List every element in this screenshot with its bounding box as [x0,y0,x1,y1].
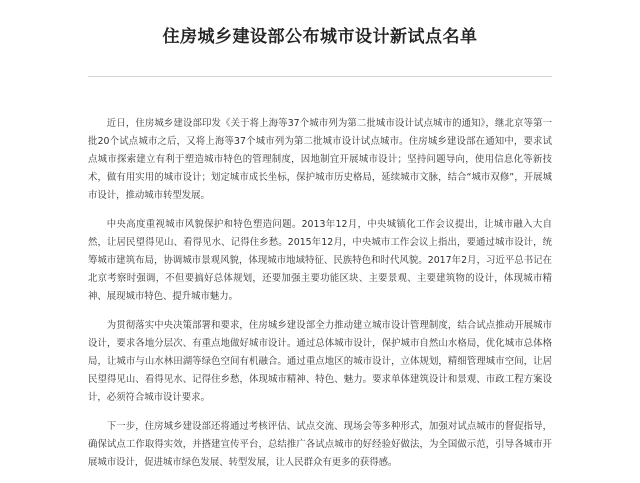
paragraph-1: 近日，住房城乡建设部印发《关于将上海等37个城市列为第二批城市设计试点城市的通知》，继北京等第一批20个试点城市之后，又将上海等37个城市列为第二批城市设计试点城市。住房城乡建设部在通知中，要求试点城市探索建立有利于塑造城市特色的管理制度，因地制宜开展城市设计；坚持问题导向，使用信息化等新技术，做有用实用的城市设计；划定城市成长坐标，保护城市历史格局，延续城市文脉，结合“城市双修”，开展城市设计，推动城市转型发展。 [88,118,552,201]
article-title: 住房城乡建设部公布城市设计新试点名单 [162,27,478,47]
title-divider [88,76,552,77]
paragraph-3: 为贯彻落实中央决策部署和要求，住房城乡建设部全力推动建立城市设计管理制度，结合试点推动开展城市设计，要求各地分层次、有重点地做好城市设计。通过总体城市设计，保护城市自然山水格局，优化城市总体格局，让城市与山水林田湖等绿色空间有机融合。通过重点地区的城市设计，立体规划，精细管理城市空间，让居民望得见山、看得见水、记得住乡愁，体现城市精神、特色、魅力。要求单体建筑设计和景观、市政工程方案设计，必须符合城市设计要求。 [88,320,552,403]
paragraph-4: 下一步，住房城乡建设部还将通过考核评估、试点交流、现场会等多种形式，加强对试点城市的督促指导，确保试点工作取得实效，并搭建宣传平台，总结推广各试点城市的好经验好做法，为全国做示范，引导各城市开展城市设计，促进城市绿色发展、转型发展，让人民群众有更多的获得感。 [88,421,552,468]
paragraph-2: 中央高度重视城市风貌保护和特色塑造问题。2013年12月，中央城镇化工作会议提出，让城市融入大自然，让居民望得见山、看得见水、记得住乡愁。2015年12月，中央城市工作会议上指出，要通过城市设计，统筹城市建筑布局，协调城市景观风貌，体现城市地域特征、民族特色和时代风貌。2017年2月，习近平总书记在北京考察时强调，不但要搞好总体规划，还要加强主要功能区块、主要景观、主要建筑物的设计，体现城市精神、展现城市特色、提升城市魅力。 [88,219,552,302]
article-body [88,115,552,483]
